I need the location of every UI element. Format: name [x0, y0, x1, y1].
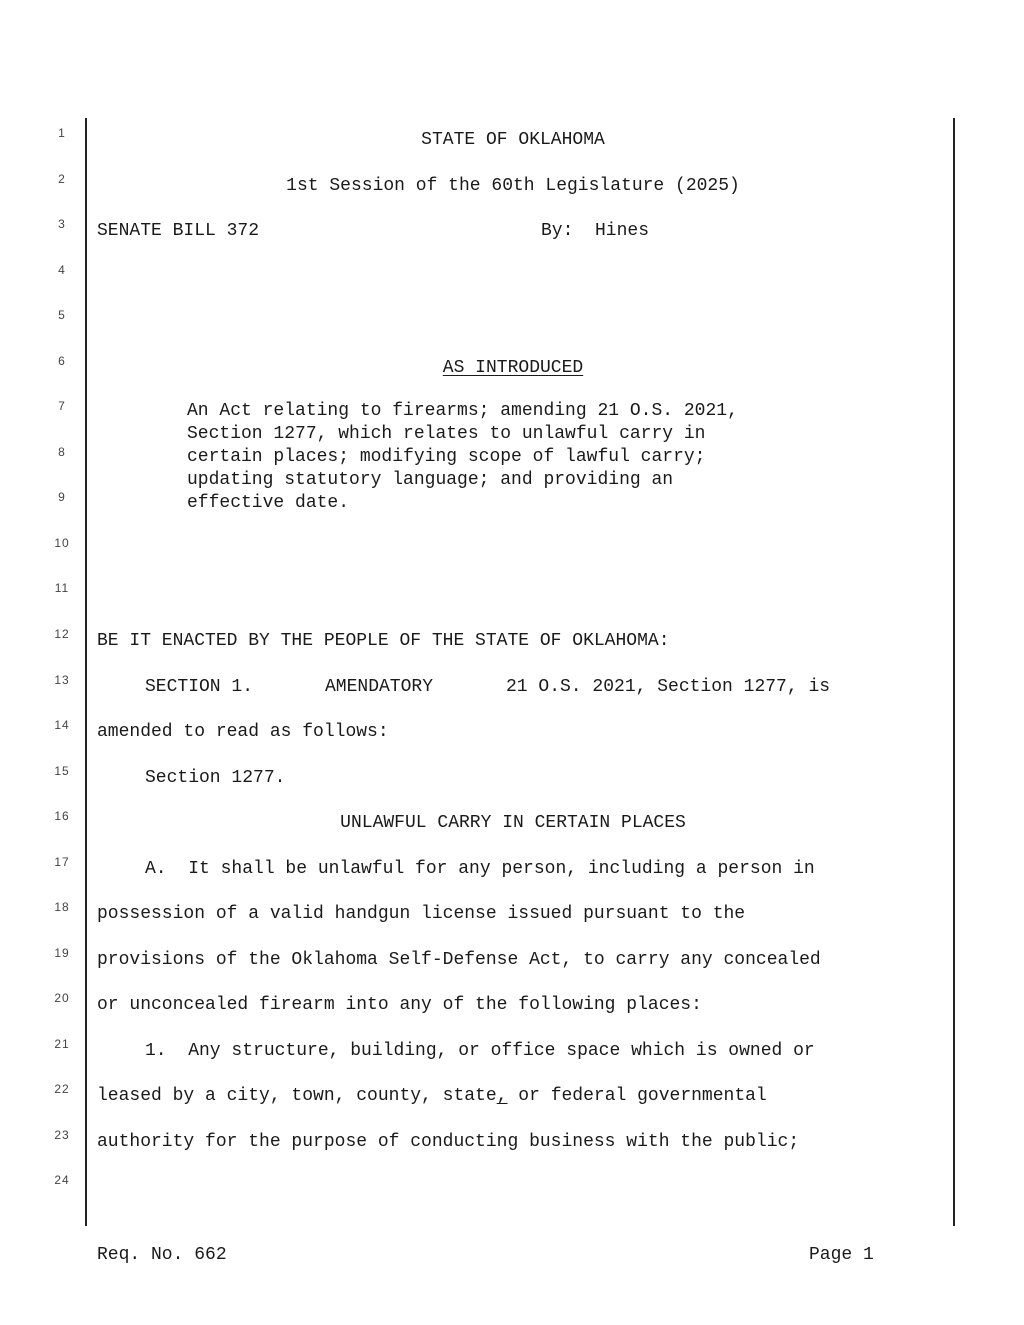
- line-number: 15: [54, 764, 70, 778]
- line-number: 16: [54, 809, 70, 823]
- line-number: 5: [58, 308, 66, 322]
- bill-author: By: Hines: [541, 221, 650, 241]
- line-number: 7: [58, 399, 66, 413]
- line-number: 20: [54, 991, 70, 1005]
- bill-number: SENATE BILL 372: [97, 221, 260, 241]
- section-type: AMENDATORY: [325, 677, 434, 697]
- line-number: 17: [54, 855, 70, 869]
- section-citation: 21 O.S. 2021, Section 1277, is: [506, 677, 831, 697]
- body-text: or federal governmental: [507, 1086, 767, 1106]
- line-number: 14: [54, 718, 70, 732]
- bill-title: An Act relating to firearms; amending 21 O.S. 2021, Section 1277, which relates to unlawful carry in certain places; modifying scope of lawful carry; updating statutory language; and providing an effective date.: [187, 401, 738, 513]
- body-line: 1. Any structure, building, or office space which is owned or: [145, 1041, 815, 1061]
- line-number: 11: [54, 581, 70, 595]
- line-number: 13: [54, 673, 70, 687]
- line-number: 18: [54, 900, 70, 914]
- enacting-clause: BE IT ENACTED BY THE PEOPLE OF THE STATE OF OKLAHOMA:: [97, 631, 670, 651]
- session-heading: 1st Session of the 60th Legislature (2025): [286, 176, 740, 196]
- section-label: SECTION 1.: [145, 677, 254, 697]
- right-margin-rule: [953, 118, 955, 1226]
- line-number: 21: [54, 1037, 70, 1051]
- body-line: possession of a valid handgun license issued pursuant to the: [97, 904, 746, 924]
- line-number: 10: [54, 536, 70, 550]
- line-number: 22: [54, 1082, 70, 1096]
- body-text: leased by a city, town, county, state: [97, 1086, 497, 1106]
- line-number: 6: [58, 354, 66, 368]
- left-margin-rule: [85, 118, 87, 1226]
- line-number: 8: [58, 445, 66, 459]
- line-number: 19: [54, 946, 70, 960]
- body-line: A. It shall be unlawful for any person, including a person in: [145, 859, 815, 879]
- section-heading: UNLAWFUL CARRY IN CERTAIN PLACES: [340, 813, 686, 833]
- line-number: 2: [58, 172, 66, 186]
- request-number: Req. No. 662: [97, 1245, 227, 1265]
- status-label: AS INTRODUCED: [442, 358, 584, 378]
- section-continuation: amended to read as follows:: [97, 722, 389, 742]
- body-line: authority for the purpose of conducting business with the public;: [97, 1132, 800, 1152]
- line-number: 12: [54, 627, 70, 641]
- body-line: [97, 1085, 767, 1107]
- line-number: 1: [58, 126, 66, 140]
- line-number: 24: [54, 1173, 70, 1187]
- body-line: provisions of the Oklahoma Self-Defense Act, to carry any concealed: [97, 950, 821, 970]
- line-number: 9: [58, 490, 66, 504]
- body-line: or unconcealed firearm into any of the following places:: [97, 995, 702, 1015]
- section-number: Section 1277.: [145, 768, 286, 788]
- line-number: 4: [58, 263, 66, 277]
- inserted-comma: ,: [496, 1086, 508, 1106]
- page-number: Page 1: [809, 1245, 874, 1265]
- state-heading: STATE OF OKLAHOMA: [421, 130, 605, 150]
- line-number: 23: [54, 1128, 70, 1142]
- line-number: 3: [58, 217, 66, 231]
- status-heading: [97, 357, 929, 379]
